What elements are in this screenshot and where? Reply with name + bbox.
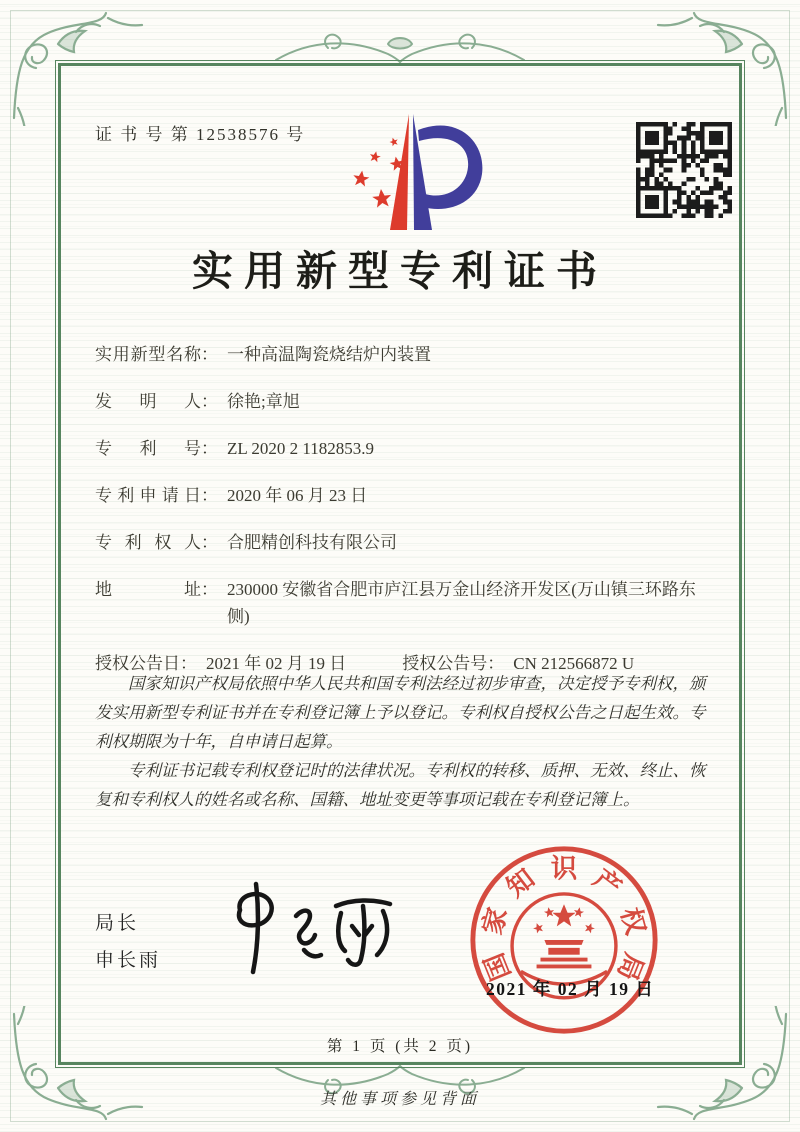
field-value: ZL 2020 2 1182853.9	[227, 439, 375, 458]
svg-text:产: 产	[587, 863, 628, 903]
grant-no: CN 212566872 U	[513, 654, 635, 673]
field-value: 合肥精创科技有限公司	[227, 533, 397, 552]
field-value: 2020 年 06 月 23 日	[227, 486, 368, 505]
field-label: 专利申请日	[95, 486, 201, 505]
field-value: 230000 安徽省合肥市庐江县万金山经济开发区(万山镇三环路东侧)	[227, 580, 696, 626]
field-value: 徐艳;章旭	[227, 392, 300, 411]
field-label: 专利号	[95, 439, 201, 458]
field-row: 专利号 ： ZL 2020 2 1182853.9	[95, 435, 713, 462]
grant-date: 2021 年 02 月 19 日	[206, 654, 347, 673]
field-label: 专利权人	[95, 533, 201, 552]
field-row: 实用新型名称 ： 一种高温陶瓷烧结炉内装置	[95, 341, 713, 368]
field-row: 专利申请日 ： 2020 年 06 月 23 日	[95, 482, 713, 509]
cnipa-seal-icon	[466, 842, 662, 1038]
back-side-note: 其他事项参见背面	[319, 1091, 480, 1108]
qr-code-icon	[636, 122, 732, 218]
grant-no-label: 授权公告号	[402, 654, 488, 673]
field-label: 实用新型名称	[95, 345, 201, 364]
field-label: 发明人	[95, 392, 201, 411]
svg-text:家: 家	[476, 904, 513, 938]
signer-title: 局长	[95, 913, 140, 934]
legal-text	[95, 669, 711, 814]
svg-text:权: 权	[615, 904, 652, 938]
grant-date-label: 授权公告日	[95, 654, 180, 673]
page-number: 第 1 页 (共 2 页)	[326, 1038, 474, 1055]
seal-date: 2021 年 02 月 19 日	[486, 979, 655, 999]
signer-block	[95, 905, 161, 979]
field-row: 地址 ： 230000 安徽省合肥市庐江县万金山经济开发区(万山镇三环路东侧)	[95, 576, 713, 630]
svg-text:国: 国	[478, 948, 517, 985]
legal-paragraph-2: 专利证书记载专利权登记时的法律状况。专利权的转移、质押、无效、终止、恢复和专利权人的姓名或名称、国籍、地址变更等事项记载在专利登记簿上。	[95, 761, 706, 809]
field-label: 地址	[95, 580, 201, 599]
field-value: 一种高温陶瓷烧结炉内装置	[227, 345, 431, 364]
legal-paragraph-1: 国家知识产权局依照中华人民共和国专利法经过初步审查，决定授予专利权，颁发实用新型专利证书并在专利登记簿上予以登记。专利权自授权公告之日起生效。专利权期限为十年，自申请日起算。	[95, 674, 706, 751]
svg-text:局: 局	[611, 948, 650, 985]
field-row: 专利权人 ： 合肥精创科技有限公司	[95, 529, 713, 556]
field-row: 发明人 ： 徐艳;章旭	[95, 388, 713, 415]
grant-row: 授权公告日 ： 2021 年 02 月 19 日 授权公告号 ： CN 212566872 U	[95, 650, 713, 677]
handwritten-signature-icon	[212, 878, 424, 980]
svg-text:知: 知	[500, 863, 541, 903]
cnipa-patent-logo-icon	[330, 106, 494, 240]
field-list	[95, 341, 713, 677]
certificate-title: 实用新型专利证书	[192, 248, 608, 294]
certificate-number: 证 书 号 第 12538576 号	[95, 125, 306, 144]
svg-text:识: 识	[550, 853, 578, 884]
signer-name: 申长雨	[95, 950, 162, 971]
